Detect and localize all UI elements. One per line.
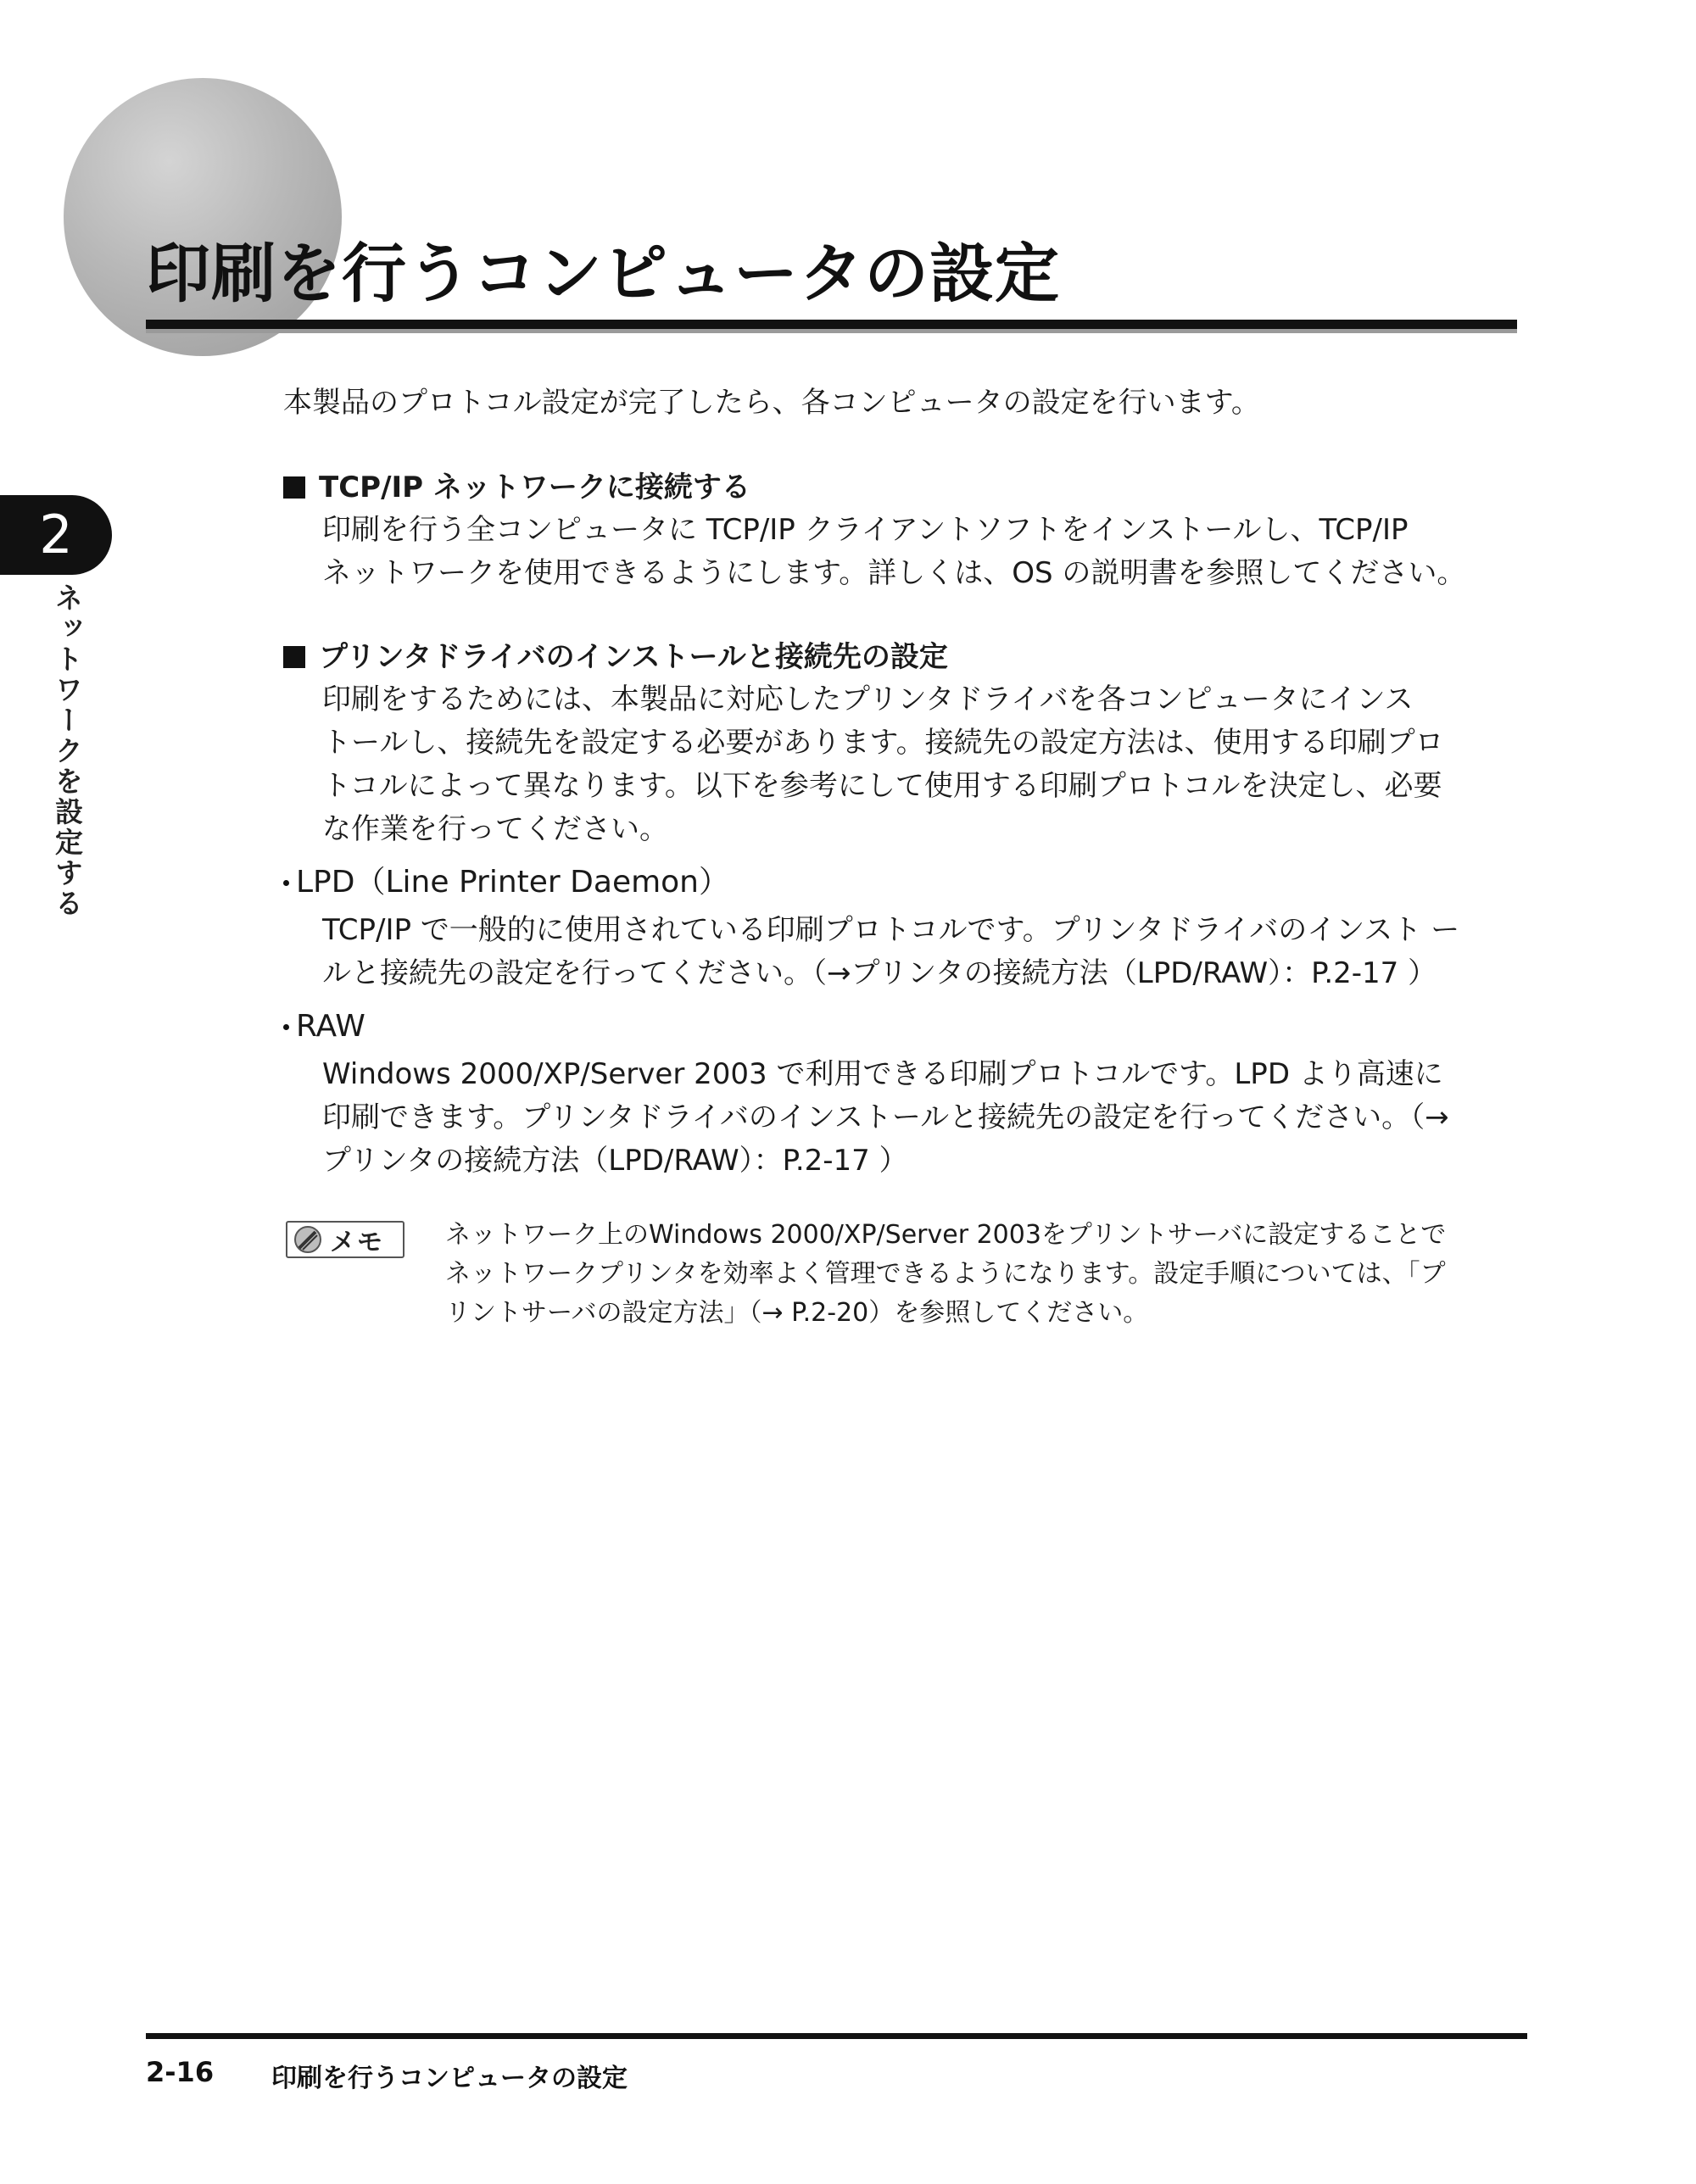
page-title: 印刷を行うコンピュータの設定	[146, 236, 1060, 311]
title-underline	[146, 320, 1517, 329]
paragraph-line: な作業を行ってください。	[322, 812, 668, 846]
section-heading	[283, 466, 1521, 509]
bullet-dot-icon	[283, 880, 289, 886]
intro-text: 本製品のプロトコル設定が完了したら、各コンピュータの設定を行います。	[283, 386, 1260, 420]
paragraph-line: プリンタの接続方法（LPD/RAW）：P.2-17 ）	[322, 1144, 908, 1178]
square-bullet-icon	[283, 476, 305, 499]
memo-line: ネットワークプリンタを効率よく管理できるようになります。設定手順については、「プ	[445, 1259, 1446, 1289]
section-heading	[283, 636, 1521, 678]
paragraph-line: TCP/IP で一般的に使用されている印刷プロトコルです。プリンタドライバのインスト ー	[322, 913, 1460, 947]
footer-rule	[146, 2033, 1527, 2039]
paragraph-line: 印刷をするためには、本製品に対応したプリンタドライバを各コンピュータにインス	[322, 682, 1414, 716]
chapter-tab	[0, 495, 112, 575]
bullet-label: RAW	[296, 1009, 365, 1044]
paragraph-line: ルと接続先の設定を行ってください。（→プリンタの接続方法（LPD/RAW）：P.2-17 ）	[322, 956, 1437, 990]
paragraph-line: 印刷を行う全コンピュータに TCP/IP クライアントソフトをインストールし、TCP/IP	[322, 513, 1409, 547]
chapter-side-label: ネットワークを設定する	[51, 583, 84, 919]
title-underline-shadow	[146, 329, 1517, 333]
bullet-raw	[283, 1004, 1521, 1183]
square-bullet-icon	[283, 646, 305, 668]
paragraph-line: ネットワークを使用できるようにします。詳しくは、OS の説明書を参照してください。	[322, 556, 1466, 590]
memo-text	[445, 1216, 1524, 1333]
bullet-label: LPD（Line Printer Daemon）	[296, 865, 729, 900]
bullet-item	[283, 860, 1521, 905]
chapter-number: 2	[39, 504, 73, 566]
main-content	[283, 380, 1521, 1183]
paragraph-line: トコルによって異なります。以下を参考にして使用する印刷プロトコルを決定し、必要	[322, 769, 1442, 803]
paragraph-line: Windows 2000/XP/Server 2003 で利用できる印刷プロトコルです。LPD より高速に	[322, 1057, 1443, 1091]
memo-badge	[286, 1221, 404, 1258]
section-heading-text: プリンタドライバのインストールと接続先の設定	[319, 640, 948, 674]
pencil-icon	[291, 1223, 325, 1256]
paragraph-line: 印刷できます。プリンタドライバのインストールと接続先の設定を行ってください。（→	[322, 1100, 1449, 1134]
bullet-dot-icon	[283, 1024, 289, 1030]
footer-title: 印刷を行うコンピュータの設定	[271, 2064, 628, 2093]
memo-label: メモ	[330, 1228, 384, 1257]
section-heading-text: TCP/IP ネットワークに接続する	[319, 471, 750, 504]
memo-line: ネットワーク上のWindows 2000/XP/Server 2003をプリントサーバに設定することで	[445, 1220, 1447, 1250]
bullet-item	[283, 1004, 1521, 1050]
section-tcpip	[283, 466, 1521, 595]
page-number: 2-16	[146, 2056, 215, 2088]
paragraph-line: トールし、接続先を設定する必要があります。接続先の設定方法は、使用する印刷プロ	[322, 726, 1444, 760]
section-driver	[283, 636, 1521, 851]
memo-line: リントサーバの設定方法」（→ P.2-20）を参照してください。	[445, 1298, 1149, 1328]
bullet-lpd	[283, 860, 1521, 995]
